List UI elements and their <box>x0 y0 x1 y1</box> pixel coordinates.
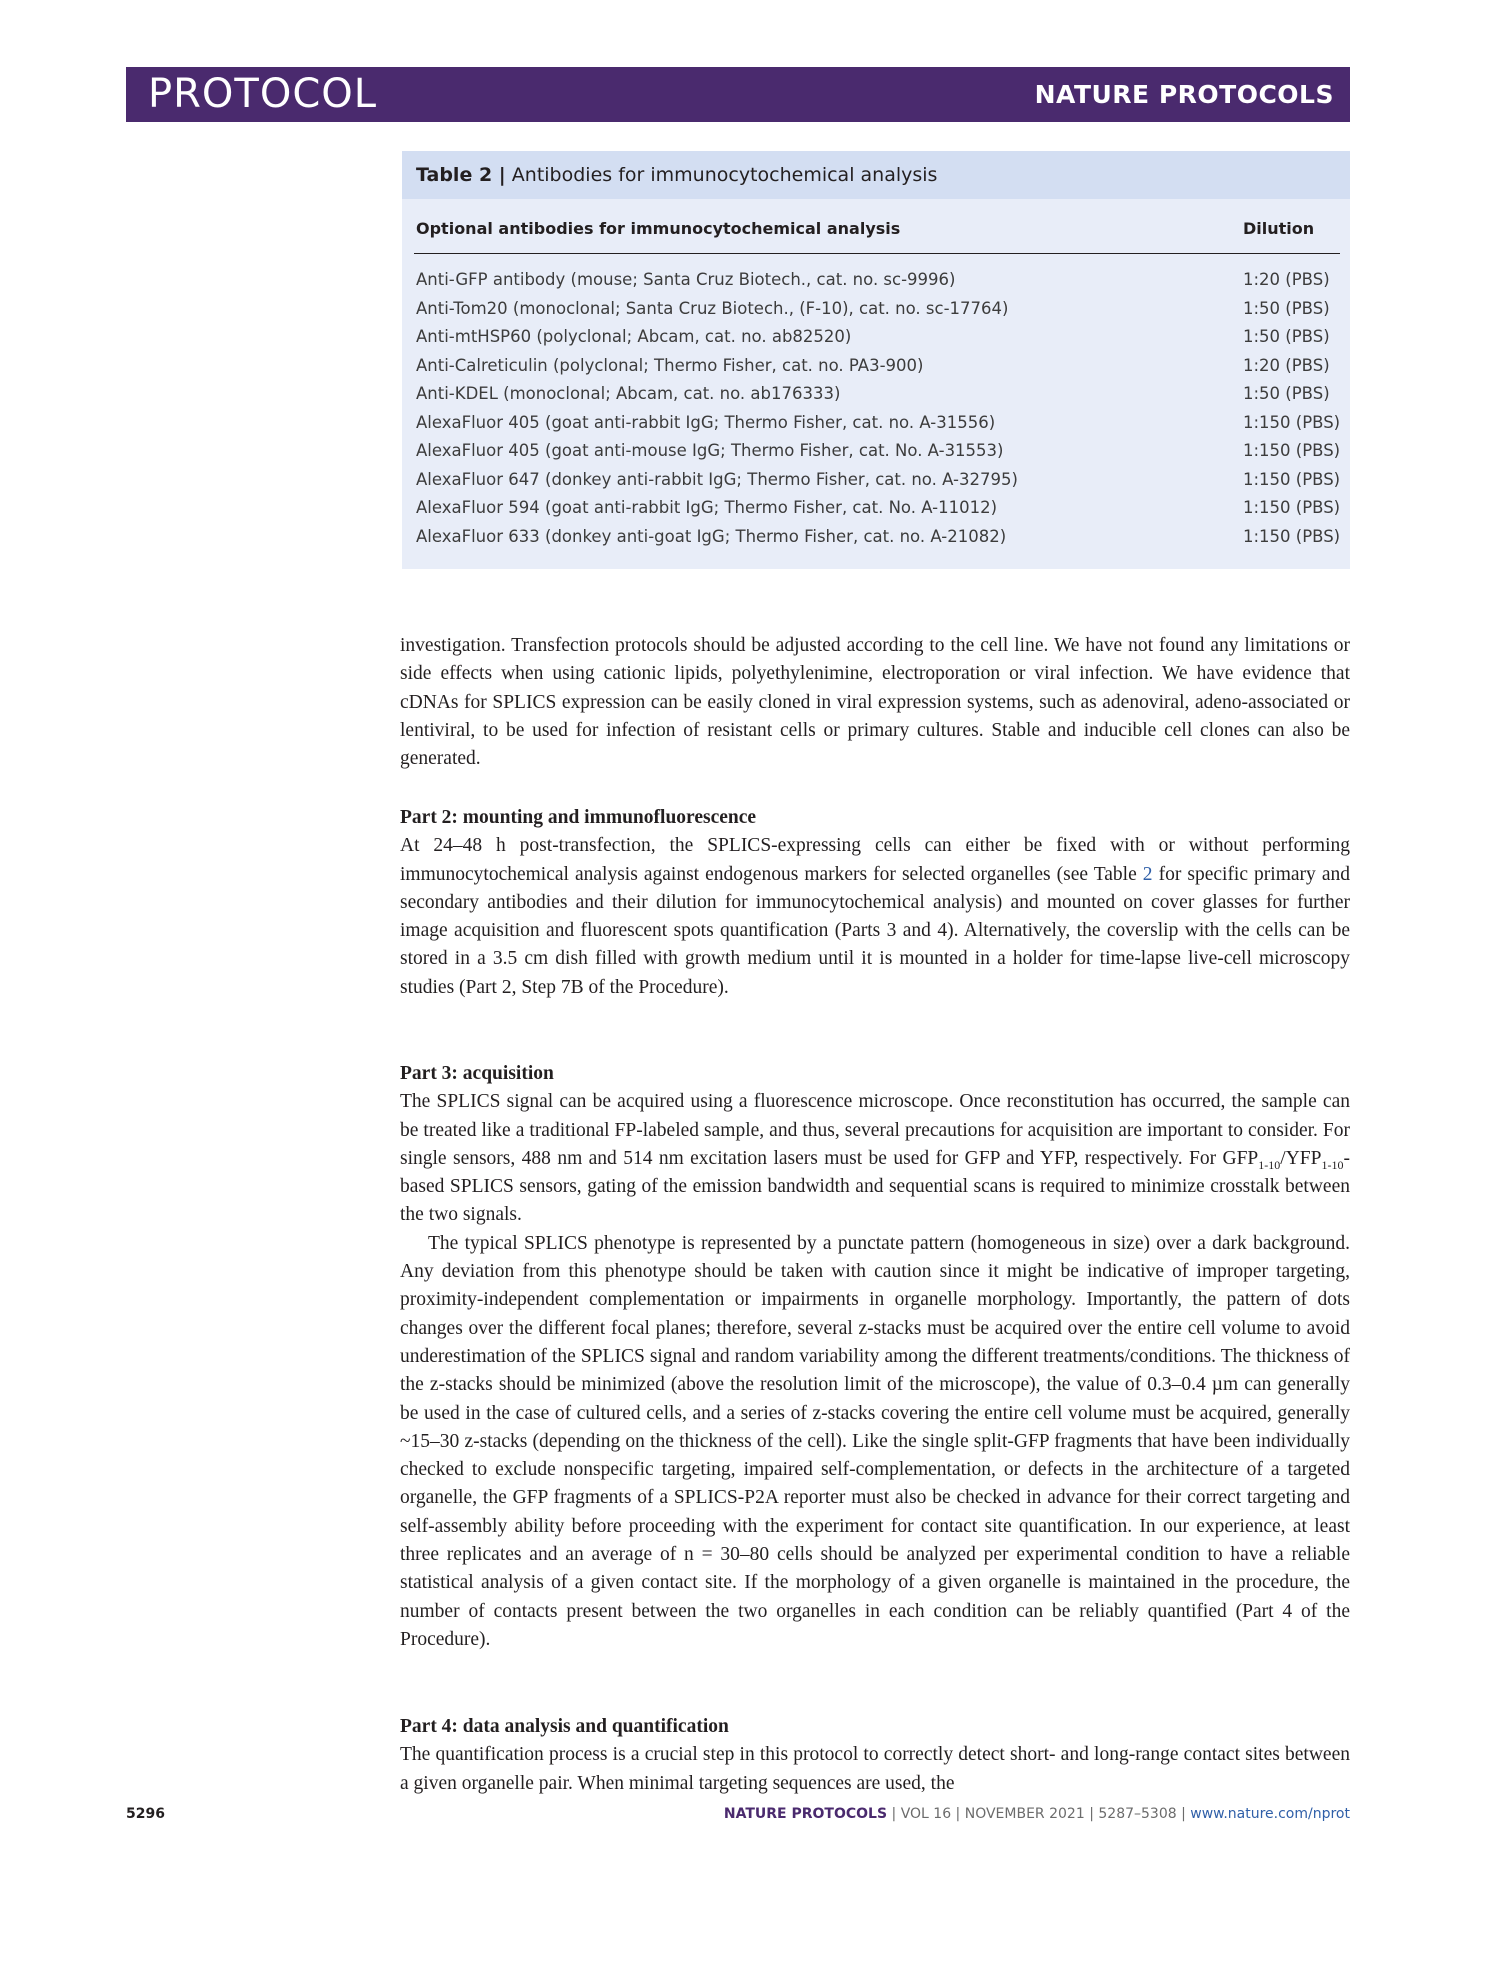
footer-date: NOVEMBER 2021 <box>964 1806 1085 1822</box>
page-number: 5296 <box>126 1806 165 1822</box>
table-row <box>416 498 1339 527</box>
table-title <box>402 151 1350 199</box>
journal-name: NATURE PROTOCOLS <box>1034 80 1334 109</box>
table-row <box>416 384 1339 413</box>
antibody-cell: Anti-GFP antibody (mouse; Santa Cruz Biotech., cat. no. sc-9996) <box>416 270 956 289</box>
table-caption: Antibodies for immunocytochemical analysis <box>511 164 938 186</box>
table-row <box>416 327 1339 356</box>
dilution-cell: 1:150 (PBS) <box>1243 469 1341 489</box>
dilution-cell: 1:50 (PBS) <box>1243 298 1330 318</box>
part2-text: At 24–48 h post-transfection, the SPLICS-expressing cells can either be fixed with or without performing immunocytochemical analysis against endogenous markers for selected organelles (see Table 2 for specific primary and secondary antibodies and their dilution for immunocytochemical analysis) and mounted on cover glasses for further image acquisition and fluorescent spots quantification (Parts 3 and 4). Alternatively, the coverslip with the cells can be stored in a 3.5 cm dish filled with growth medium until it is mounted in a holder for time-lapse live-cell microscopy studies (Part 2, Step 7B of the Procedure). <box>400 835 1350 998</box>
antibody-cell: Anti-mtHSP60 (polyclonal; Abcam, cat. no. ab82520) <box>416 327 852 346</box>
table-row <box>416 527 1339 556</box>
part2-section <box>400 804 1350 1002</box>
part2-heading: Part 2: mounting and immunofluorescence <box>400 807 757 828</box>
table-body <box>416 270 1339 555</box>
section-label: PROTOCOL <box>148 71 378 117</box>
part3-paragraph-2: The typical SPLICS phenotype is represented by a punctate pattern (homogeneous in size) over a dark background. Any deviation from this phenotype should be taken with caution since it might be indicative of improper targeting, proximity-independent complementation or impairments in organelle morphology. Importantly, the pattern of dots changes over the different focal planes; therefore, several z-stacks must be acquired over the entire cell volume to avoid underestimation of the SPLICS signal and random variability among the different treatments/conditions. The thickness of the z-stacks should be minimized (above the resolution limit of the microscope), the value of 0.3–0.4 µm can generally be used in the case of cultured cells, and a series of z-stacks covering the entire cell volume must be acquired, generally ~15–30 z-stacks (depending on the thickness of the cell). Like the single split-GFP fragments that have been individually checked to exclude nonspecific targeting, impaired self-complementation, or defects in the architecture of a targeted organelle, the GFP fragments of a SPLICS-P2A reporter must also be checked in advance for their correct targeting and self-assembly ability before proceeding with the experiment for contact site quantification. In our experience, at least three replicates and an average of n = 30–80 cells should be analyzed per experimental condition to have a reliable statistical analysis of a given contact site. If the morphology of a given organelle is maintained in the procedure, the number of contacts present between the two organelles in each condition can be reliably quantified (Part 4 of the Procedure). <box>400 1232 1350 1650</box>
table-row <box>416 441 1339 470</box>
footer-journal: NATURE PROTOCOLS <box>723 1806 888 1822</box>
dilution-cell: 1:20 (PBS) <box>1243 355 1330 375</box>
column-header-dilution: Dilution <box>1243 219 1315 238</box>
part3-paragraph-1: The SPLICS signal can be acquired using a fluorescence microscope. Once reconstitution has occurred, the sample can be treated like a traditional FP-labeled sample, and thus, several precautions for acquisition are important to consider. For single sensors, 488 nm and 514 nm excitation lasers must be used for GFP and YFP, respectively. For $GFP_{1-10}/YFP_{1-10}$-based SPLICS sensors, gating of the emission bandwidth and sequential scans is required to minimize crosstalk between the two signals. <box>400 1091 1350 1226</box>
antibody-cell: AlexaFluor 633 (donkey anti-goat IgG; Thermo Fisher, cat. no. A-21082) <box>416 526 1007 546</box>
dilution-cell: 1:150 (PBS) <box>1243 441 1341 460</box>
part4-section <box>400 1713 1350 1798</box>
page-footer <box>126 1806 1350 1832</box>
table-row <box>416 470 1339 499</box>
part3-heading: Part 3: acquisition <box>400 1063 554 1084</box>
column-header-antibody: Optional antibodies for immunocytochemical analysis <box>416 219 901 238</box>
footer-volume: VOL 16 <box>900 1806 952 1822</box>
dilution-cell: 1:50 (PBS) <box>1243 384 1330 403</box>
table-row <box>416 356 1339 385</box>
table-row <box>416 270 1339 299</box>
table-row <box>416 299 1339 328</box>
table-header-row <box>416 213 1339 249</box>
dilution-cell: 1:150 (PBS) <box>1243 526 1341 546</box>
intro-text: investigation. Transfection protocols should be adjusted according to the cell line. We have not found any limitations or side effects when using cationic lipids, polyethylenimine, electroporation or viral infection. We have evidence that cDNAs for SPLICS expression can be easily cloned in viral expression systems, such as adenoviral, adeno-associated or lentiviral, to be used for infection of resistant cells or primary cultures. Stable and inducible cell clones can also be generated. <box>400 635 1350 770</box>
table-rule <box>414 253 1340 254</box>
footer-pages: 5287–5308 <box>1098 1806 1177 1822</box>
antibody-cell: AlexaFluor 594 (goat anti-rabbit IgG; Thermo Fisher, cat. No. A-11012) <box>416 498 998 517</box>
header-banner <box>126 67 1350 122</box>
antibody-cell: AlexaFluor 405 (goat anti-rabbit IgG; Thermo Fisher, cat. no. A-31556) <box>416 412 996 432</box>
dilution-cell: 1:50 (PBS) <box>1243 327 1330 346</box>
table-row <box>416 413 1339 442</box>
antibody-cell: Anti-KDEL (monoclonal; Abcam, cat. no. ab176333) <box>416 384 841 403</box>
dilution-cell: 1:150 (PBS) <box>1243 412 1341 432</box>
part4-heading: Part 4: data analysis and quantification <box>400 1716 729 1737</box>
antibody-cell: Anti-Calreticulin (polyclonal; Thermo Fisher, cat. no. PA3-900) <box>416 355 924 375</box>
table-2-link[interactable]: 2 <box>1142 863 1153 885</box>
part4-text: The quantification process is a crucial step in this protocol to correctly detect short- and long-range contact sites between a given organelle pair. When minimal targeting sequences are used, the <box>400 1744 1350 1794</box>
citation-line: NATURE PROTOCOLS | VOL 16 | NOVEMBER 2021 | 5287–5308 | www.nature.com/nprot <box>723 1806 1350 1822</box>
dilution-cell: 1:150 (PBS) <box>1243 498 1341 517</box>
part3-section <box>400 1060 1350 1654</box>
journal-url-link[interactable]: www.nature.com/nprot <box>1190 1806 1350 1822</box>
antibody-cell: AlexaFluor 405 (goat anti-mouse IgG; Thermo Fisher, cat. No. A-31553) <box>416 441 1004 460</box>
table-label: Table 2 | <box>416 164 506 186</box>
antibody-table <box>402 151 1350 569</box>
intro-paragraph <box>400 632 1350 773</box>
dilution-cell: 1:20 (PBS) <box>1243 270 1330 289</box>
antibody-cell: Anti-Tom20 (monoclonal; Santa Cruz Biotech., (F-10), cat. no. sc-17764) <box>416 298 1009 318</box>
antibody-cell: AlexaFluor 647 (donkey anti-rabbit IgG; Thermo Fisher, cat. no. A-32795) <box>416 469 1018 489</box>
